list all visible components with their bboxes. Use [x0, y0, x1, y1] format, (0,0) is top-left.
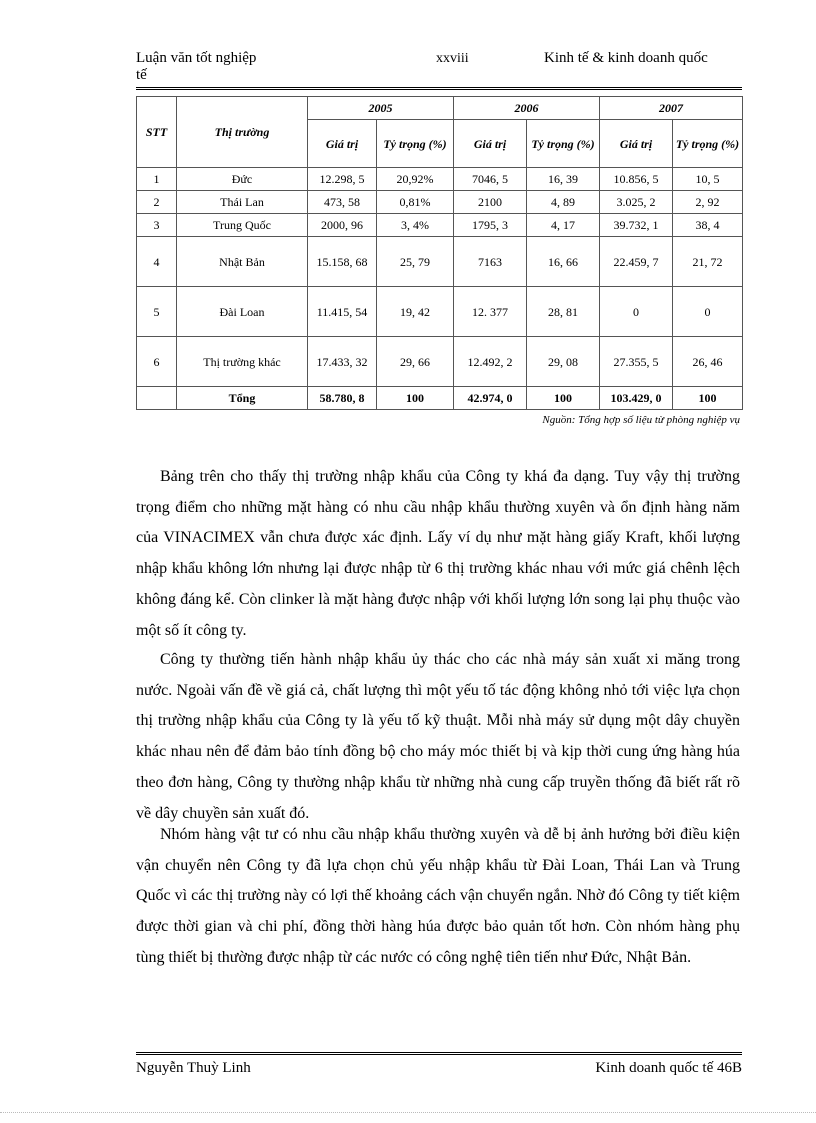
- cell-stt: 4: [137, 237, 177, 287]
- cell-ratio-2006: 16, 39: [527, 168, 600, 191]
- cell-ratio-2006: 100: [527, 387, 600, 410]
- page-number: xxviii: [436, 51, 469, 66]
- sub-value: Giá trị: [308, 120, 377, 168]
- cell-ratio-2006: 28, 81: [527, 287, 600, 337]
- page-bottom-border: [0, 1112, 816, 1113]
- col-market: Thị trường: [177, 97, 308, 168]
- cell-stt: 5: [137, 287, 177, 337]
- cell-value-2005: 12.298, 5: [308, 168, 377, 191]
- cell-ratio-2007: 10, 5: [673, 168, 743, 191]
- cell-value-2006: 2100: [454, 191, 527, 214]
- year-2006: 2006: [454, 97, 600, 120]
- sub-ratio: Tỷ trọng (%): [377, 120, 454, 168]
- cell-total-label: Tổng: [177, 387, 308, 410]
- thesis-label: Luận văn tốt nghiệp: [136, 50, 257, 66]
- cell-ratio-2006: 29, 08: [527, 337, 600, 387]
- table-row: [137, 191, 743, 214]
- body-paragraph: Nhóm hàng vật tư có nhu cầu nhập khẩu thường xuyên và dễ bị ảnh hưởng bởi điều kiện vận chuyển nên Công ty đã lựa chọn chủ yếu nhập khẩu từ Đài Loan, Thái Lan và Trung Quốc vì các thị trường này có lợi thế khoảng cách vận chuyển ngắn. Nhờ đó Công ty tiết kiệm được thời gian và chi phí, đồng thời hàng húa được bảo quản tốt hơn. Còn nhóm hàng phụ tùng thiết bị thường được nhập từ các nước có công nghệ tiên tiến như Đức, Nhật Bản.: [136, 826, 740, 966]
- cell-ratio-2007: 100: [673, 387, 743, 410]
- import-market-table: [136, 96, 743, 410]
- cell-stt: 6: [137, 337, 177, 387]
- footer-author: Nguyễn Thuỳ Linh: [136, 1060, 251, 1076]
- cell-ratio-2005: 100: [377, 387, 454, 410]
- table-header-row: [137, 97, 743, 120]
- cell-stt-empty: [137, 387, 177, 410]
- cell-market: Thị trường khác: [177, 337, 308, 387]
- cell-stt: 2: [137, 191, 177, 214]
- cell-ratio-2007: 26, 46: [673, 337, 743, 387]
- cell-value-2007: 22.459, 7: [600, 237, 673, 287]
- cell-value-2007: 27.355, 5: [600, 337, 673, 387]
- cell-value-2007: 103.429, 0: [600, 387, 673, 410]
- cell-ratio-2007: 2, 92: [673, 191, 743, 214]
- cell-value-2005: 473, 58: [308, 191, 377, 214]
- year-2005: 2005: [308, 97, 454, 120]
- header-subject-wrap: tế: [136, 67, 147, 83]
- cell-value-2005: 11.415, 54: [308, 287, 377, 337]
- footer-class: Kinh doanh quốc tế 46B: [595, 1060, 742, 1076]
- sub-value: Giá trị: [600, 120, 673, 168]
- header-rule: [136, 87, 742, 90]
- cell-ratio-2005: 20,92%: [377, 168, 454, 191]
- sub-ratio: Tỷ trọng (%): [527, 120, 600, 168]
- cell-value-2007: 0: [600, 287, 673, 337]
- cell-ratio-2005: 19, 42: [377, 287, 454, 337]
- cell-value-2005: 58.780, 8: [308, 387, 377, 410]
- table-row: [137, 337, 743, 387]
- body-paragraph: Bảng trên cho thấy thị trường nhập khẩu của Công ty khá đa dạng. Tuy vậy thị trường trọng điểm cho những mặt hàng có nhu cầu nhập khẩu thường xuyên và ổn định hàng năm của VINACIMEX vẫn chưa được xác định. Lấy ví dụ như mặt hàng giấy Kraft, khối lượng nhập khẩu không lớn nhưng lại được nhập từ 6 thị trường khác nhau với mức giá chênh lệch không đáng kể. Còn clinker là mặt hàng được nhập với khối lượng lớn song lại phụ thuộc vào một số ít công ty.: [136, 468, 740, 639]
- cell-market: Đài Loan: [177, 287, 308, 337]
- cell-ratio-2007: 21, 72: [673, 237, 743, 287]
- year-2007: 2007: [600, 97, 743, 120]
- table-total-row: [137, 387, 743, 410]
- cell-ratio-2005: 25, 79: [377, 237, 454, 287]
- cell-value-2006: 1795, 3: [454, 214, 527, 237]
- cell-ratio-2007: 0: [673, 287, 743, 337]
- cell-ratio-2005: 0,81%: [377, 191, 454, 214]
- cell-value-2006: 12.492, 2: [454, 337, 527, 387]
- cell-value-2005: 15.158, 68: [308, 237, 377, 287]
- cell-ratio-2007: 38, 4: [673, 214, 743, 237]
- table-row: [137, 214, 743, 237]
- table-row: [137, 287, 743, 337]
- cell-value-2006: 7163: [454, 237, 527, 287]
- cell-value-2006: 7046, 5: [454, 168, 527, 191]
- cell-value-2005: 17.433, 32: [308, 337, 377, 387]
- body-paragraph: Công ty thường tiến hành nhập khẩu ủy thác cho các nhà máy sản xuất xi măng trong nước. Ngoài vấn đề về giá cả, chất lượng thì một yếu tố tác động không nhỏ tới việc lựa chọn thị trường nhập khẩu của Công ty là yếu tố kỹ thuật. Mỗi nhà máy sử dụng một dây chuyền khác nhau nên để đảm bảo tính đồng bộ cho máy móc thiết bị và kịp thời cung ứng hàng húa theo đơn hàng, Công ty thường nhập khẩu từ những nhà cung cấp truyền thống đã biết rất rõ về dây chuyền sản xuất đó.: [136, 651, 740, 822]
- cell-ratio-2006: 4, 89: [527, 191, 600, 214]
- table-row: [137, 168, 743, 191]
- cell-value-2007: 3.025, 2: [600, 191, 673, 214]
- cell-market: Đức: [177, 168, 308, 191]
- cell-value-2006: 12. 377: [454, 287, 527, 337]
- cell-market: Nhật Bản: [177, 237, 308, 287]
- cell-value-2005: 2000, 96: [308, 214, 377, 237]
- col-stt: STT: [137, 97, 177, 168]
- sub-ratio: Tỷ trọng (%): [673, 120, 743, 168]
- footer-rule: [136, 1052, 742, 1055]
- cell-value-2007: 39.732, 1: [600, 214, 673, 237]
- cell-ratio-2006: 4, 17: [527, 214, 600, 237]
- cell-market: Thái Lan: [177, 191, 308, 214]
- table-row: [137, 237, 743, 287]
- cell-stt: 3: [137, 214, 177, 237]
- cell-ratio-2005: 3, 4%: [377, 214, 454, 237]
- cell-ratio-2005: 29, 66: [377, 337, 454, 387]
- sub-value: Giá trị: [454, 120, 527, 168]
- cell-market: Trung Quốc: [177, 214, 308, 237]
- cell-stt: 1: [137, 168, 177, 191]
- cell-value-2006: 42.974, 0: [454, 387, 527, 410]
- table-source-note: Nguồn: Tổng hợp số liệu từ phòng nghiệp vụ: [542, 414, 740, 426]
- cell-value-2007: 10.856, 5: [600, 168, 673, 191]
- cell-ratio-2006: 16, 66: [527, 237, 600, 287]
- header-subject: Kinh tế & kinh doanh quốc: [544, 50, 708, 66]
